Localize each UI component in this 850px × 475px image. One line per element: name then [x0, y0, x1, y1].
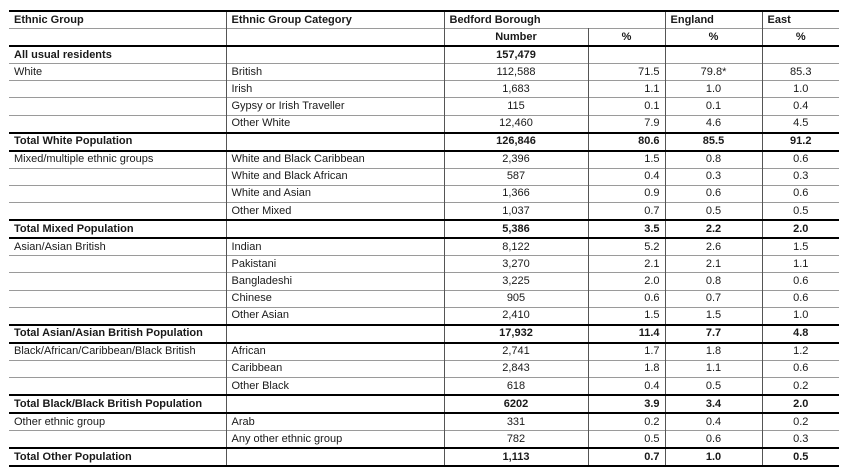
cell-number: 1,366	[444, 185, 588, 202]
header-row	[9, 11, 839, 29]
table-row	[9, 151, 839, 169]
cell-pct-bedford: 3.9	[588, 395, 665, 413]
cell-number: 157,479	[444, 46, 588, 64]
table-row	[9, 395, 839, 413]
cell-pct-east: 0.4	[762, 98, 839, 115]
cell-pct-england: 1.0	[665, 81, 762, 98]
cell-ethnic-group	[9, 98, 226, 115]
cell-ethnic-group: Total Black/Black British Population	[9, 395, 226, 413]
cell-ethnic-group	[9, 290, 226, 307]
cell-number: 905	[444, 290, 588, 307]
cell-ethnic-group: Black/African/Caribbean/Black British	[9, 343, 226, 361]
cell-number: 115	[444, 98, 588, 115]
cell-pct-east: 4.8	[762, 325, 839, 343]
cell-number: 112,588	[444, 64, 588, 81]
cell-ethnic-group: Mixed/multiple ethnic groups	[9, 151, 226, 169]
table-row	[9, 360, 839, 377]
cell-pct-england: 2.2	[665, 220, 762, 238]
cell-pct-east: 4.5	[762, 115, 839, 133]
cell-pct-england: 0.8	[665, 273, 762, 290]
table-row	[9, 64, 839, 81]
cell-pct-england: 7.7	[665, 325, 762, 343]
cell-pct-bedford: 1.1	[588, 81, 665, 98]
cell-ethnic-group	[9, 203, 226, 221]
cell-pct-bedford: 1.5	[588, 151, 665, 169]
cell-pct-bedford: 0.5	[588, 431, 665, 449]
table-row	[9, 220, 839, 238]
cell-category: Other Asian	[226, 307, 444, 325]
cell-pct-england: 85.5	[665, 133, 762, 151]
cell-pct-bedford: 2.0	[588, 273, 665, 290]
cell-category: British	[226, 64, 444, 81]
cell-category: White and Asian	[226, 185, 444, 202]
cell-pct-england	[665, 46, 762, 64]
cell-pct-bedford: 0.1	[588, 98, 665, 115]
cell-pct-bedford: 1.5	[588, 307, 665, 325]
cell-ethnic-group: Total Asian/Asian British Population	[9, 325, 226, 343]
cell-pct-east: 1.0	[762, 307, 839, 325]
cell-category: White and Black African	[226, 168, 444, 185]
cell-pct-bedford: 0.4	[588, 377, 665, 395]
cell-pct-bedford	[588, 46, 665, 64]
cell-pct-east: 0.6	[762, 360, 839, 377]
cell-pct-england: 2.1	[665, 256, 762, 273]
cell-pct-east: 0.5	[762, 203, 839, 221]
cell-number: 1,113	[444, 448, 588, 466]
cell-pct-east: 1.2	[762, 343, 839, 361]
cell-category	[226, 220, 444, 238]
cell-pct-bedford: 0.6	[588, 290, 665, 307]
cell-number: 126,846	[444, 133, 588, 151]
cell-number: 1,037	[444, 203, 588, 221]
table-row	[9, 307, 839, 325]
cell-pct-england: 0.5	[665, 377, 762, 395]
cell-number: 12,460	[444, 115, 588, 133]
cell-pct-east: 0.3	[762, 431, 839, 449]
subheader-number: Number	[444, 29, 588, 47]
cell-category: Caribbean	[226, 360, 444, 377]
cell-category: Gypsy or Irish Traveller	[226, 98, 444, 115]
cell-pct-east: 1.0	[762, 81, 839, 98]
cell-category	[226, 325, 444, 343]
cell-pct-east: 85.3	[762, 64, 839, 81]
cell-pct-england: 3.4	[665, 395, 762, 413]
cell-pct-east: 0.6	[762, 185, 839, 202]
cell-number: 1,683	[444, 81, 588, 98]
cell-category: Indian	[226, 238, 444, 256]
cell-ethnic-group: Total White Population	[9, 133, 226, 151]
cell-pct-england: 0.3	[665, 168, 762, 185]
table-row	[9, 98, 839, 115]
cell-pct-bedford: 3.5	[588, 220, 665, 238]
cell-pct-england: 0.6	[665, 431, 762, 449]
cell-pct-england: 1.5	[665, 307, 762, 325]
cell-pct-england: 0.8	[665, 151, 762, 169]
table-row	[9, 325, 839, 343]
cell-ethnic-group: Other ethnic group	[9, 413, 226, 431]
cell-category	[226, 133, 444, 151]
cell-pct-bedford: 80.6	[588, 133, 665, 151]
cell-pct-east: 0.5	[762, 448, 839, 466]
cell-pct-bedford: 0.7	[588, 448, 665, 466]
table-body	[9, 46, 839, 466]
cell-pct-england: 2.6	[665, 238, 762, 256]
table-row	[9, 256, 839, 273]
cell-pct-england: 0.6	[665, 185, 762, 202]
cell-pct-bedford: 0.7	[588, 203, 665, 221]
table-row	[9, 431, 839, 449]
header-bedford-borough: Bedford Borough	[444, 11, 665, 29]
cell-pct-england: 0.4	[665, 413, 762, 431]
table-row	[9, 413, 839, 431]
cell-pct-bedford: 11.4	[588, 325, 665, 343]
subheader-row	[9, 29, 839, 47]
table-row	[9, 115, 839, 133]
table-row	[9, 133, 839, 151]
cell-pct-england: 1.0	[665, 448, 762, 466]
cell-pct-england: 0.7	[665, 290, 762, 307]
table-row	[9, 81, 839, 98]
cell-number: 587	[444, 168, 588, 185]
subheader-blank	[226, 29, 444, 47]
cell-ethnic-group	[9, 273, 226, 290]
cell-ethnic-group	[9, 377, 226, 395]
subheader-pct-bedford: %	[588, 29, 665, 47]
cell-ethnic-group: Total Mixed Population	[9, 220, 226, 238]
cell-pct-east: 0.3	[762, 168, 839, 185]
cell-number: 3,225	[444, 273, 588, 290]
cell-pct-east: 1.1	[762, 256, 839, 273]
cell-pct-east: 0.2	[762, 413, 839, 431]
header-ethnic-group: Ethnic Group	[9, 11, 226, 29]
cell-ethnic-group	[9, 431, 226, 449]
cell-category: White and Black Caribbean	[226, 151, 444, 169]
cell-ethnic-group	[9, 256, 226, 273]
cell-category: Chinese	[226, 290, 444, 307]
cell-category: Any other ethnic group	[226, 431, 444, 449]
cell-number: 3,270	[444, 256, 588, 273]
cell-category: Arab	[226, 413, 444, 431]
cell-number: 2,396	[444, 151, 588, 169]
table-row	[9, 343, 839, 361]
cell-number: 6202	[444, 395, 588, 413]
cell-ethnic-group: All usual residents	[9, 46, 226, 64]
table-row	[9, 185, 839, 202]
cell-ethnic-group: Asian/Asian British	[9, 238, 226, 256]
cell-number: 5,386	[444, 220, 588, 238]
cell-category	[226, 395, 444, 413]
cell-ethnic-group: White	[9, 64, 226, 81]
header-east: East	[762, 11, 839, 29]
ethnicity-table	[9, 10, 839, 467]
table-row	[9, 203, 839, 221]
cell-category: Other Black	[226, 377, 444, 395]
cell-category	[226, 46, 444, 64]
cell-pct-east: 2.0	[762, 220, 839, 238]
cell-pct-bedford: 0.2	[588, 413, 665, 431]
cell-pct-bedford: 5.2	[588, 238, 665, 256]
cell-pct-bedford: 0.9	[588, 185, 665, 202]
cell-pct-east: 0.2	[762, 377, 839, 395]
cell-number: 2,410	[444, 307, 588, 325]
cell-ethnic-group	[9, 81, 226, 98]
cell-category: Other White	[226, 115, 444, 133]
table-row	[9, 273, 839, 290]
cell-pct-bedford: 2.1	[588, 256, 665, 273]
cell-category: Pakistani	[226, 256, 444, 273]
table-row	[9, 238, 839, 256]
subheader-blank	[9, 29, 226, 47]
cell-category	[226, 448, 444, 466]
table-row	[9, 290, 839, 307]
cell-pct-england: 4.6	[665, 115, 762, 133]
cell-pct-east: 0.6	[762, 290, 839, 307]
cell-ethnic-group: Total Other Population	[9, 448, 226, 466]
cell-number: 8,122	[444, 238, 588, 256]
header-england: England	[665, 11, 762, 29]
cell-pct-england: 0.5	[665, 203, 762, 221]
cell-pct-east: 0.6	[762, 151, 839, 169]
cell-ethnic-group	[9, 307, 226, 325]
cell-pct-england: 1.1	[665, 360, 762, 377]
cell-pct-east: 91.2	[762, 133, 839, 151]
table-row	[9, 168, 839, 185]
cell-category: Other Mixed	[226, 203, 444, 221]
cell-number: 2,741	[444, 343, 588, 361]
cell-pct-bedford: 7.9	[588, 115, 665, 133]
cell-pct-england: 0.1	[665, 98, 762, 115]
cell-pct-england: 79.8*	[665, 64, 762, 81]
cell-pct-bedford: 71.5	[588, 64, 665, 81]
cell-ethnic-group	[9, 185, 226, 202]
cell-pct-east: 1.5	[762, 238, 839, 256]
cell-category: Irish	[226, 81, 444, 98]
subheader-pct-east: %	[762, 29, 839, 47]
table-row	[9, 448, 839, 466]
cell-ethnic-group	[9, 360, 226, 377]
cell-pct-east: 2.0	[762, 395, 839, 413]
cell-pct-england: 1.8	[665, 343, 762, 361]
cell-number: 2,843	[444, 360, 588, 377]
cell-ethnic-group	[9, 115, 226, 133]
cell-category: African	[226, 343, 444, 361]
cell-pct-bedford: 1.8	[588, 360, 665, 377]
cell-ethnic-group	[9, 168, 226, 185]
table-row	[9, 46, 839, 64]
cell-number: 17,932	[444, 325, 588, 343]
cell-number: 618	[444, 377, 588, 395]
header-ethnic-group-category: Ethnic Group Category	[226, 11, 444, 29]
cell-pct-east	[762, 46, 839, 64]
cell-pct-bedford: 0.4	[588, 168, 665, 185]
cell-number: 782	[444, 431, 588, 449]
cell-pct-east: 0.6	[762, 273, 839, 290]
subheader-pct-england: %	[665, 29, 762, 47]
cell-number: 331	[444, 413, 588, 431]
cell-category: Bangladeshi	[226, 273, 444, 290]
cell-pct-bedford: 1.7	[588, 343, 665, 361]
table-row	[9, 377, 839, 395]
